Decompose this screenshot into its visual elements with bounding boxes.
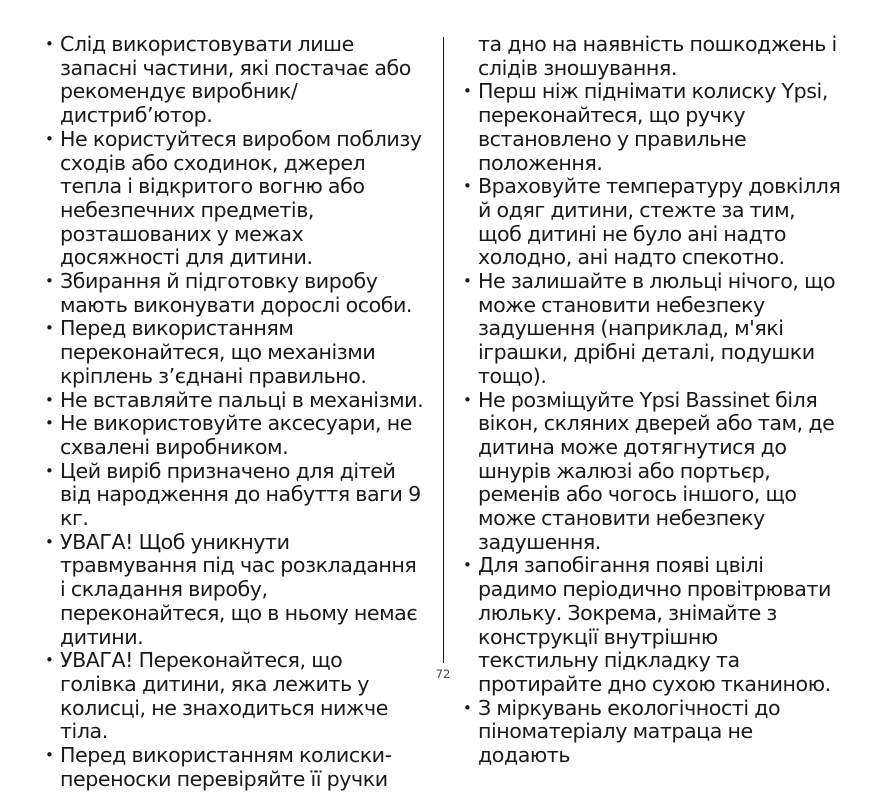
left-column — [44, 33, 424, 792]
list-item-continuation: та дно на наявність пошкоджень і слідів зношування. — [478, 32, 837, 80]
list-item: • Перш ніж піднімати колиску Ypsi, переконайтеся, що ручку встановлено у правильне положення. — [462, 80, 842, 175]
list-item: • Для запобігання появі цвілі радимо періодично провітрювати люльку. Зокрема, знімайте з конструкції внутрішню текстильну підкладку та протирайте дно сухою тканиною. — [462, 554, 842, 696]
right-column — [462, 33, 842, 768]
list-item: • Не користуйтеся виробом поблизу сходів або сходинок, джерел тепла і відкритого вогню або небезпечних предметів, розташованих у межах досяжності для дитини. — [44, 128, 424, 270]
page-number: 72 — [435, 667, 451, 681]
list-item: • Не залишайте в люльці нічого, що може становити небезпеку задушення (наприклад, м'які іграшки, дрібні деталі, подушки тощо). — [462, 270, 842, 389]
list-item: • Не вставляйте пальці в механізми. — [44, 389, 424, 413]
list-item: • З міркувань екологічності до піноматеріалу матраца не додають — [462, 697, 842, 768]
list-item: • Збирання й підготовку виробу мають виконувати дорослі особи. — [44, 270, 424, 317]
list-item: • УВАГА! Переконайтеся, що голівка дитини, яка лежить у колисці, не знаходиться нижче тіла. — [44, 649, 424, 744]
column-divider — [443, 37, 444, 663]
list-item: • Перед використанням переконайтеся, що механізми кріплень з’єднані правильно. — [44, 317, 424, 388]
list-item: • Перед використанням колиски-переноски перевіряйте її ручки — [44, 744, 424, 791]
list-item: • Цей виріб призначено для дітей від народження до набуття ваги 9 кг. — [44, 460, 424, 531]
list-item: • Враховуйте температуру довкілля й одяг дитини, стежте за тим, щоб дитині не було ані надто холодно, ані надто спекотно. — [462, 175, 842, 270]
list-item: • Не використовуйте аксесуари, не схвалені виробником. — [44, 412, 424, 459]
list-item: • УВАГА! Щоб уникнути травмування під час розкладання і складання виробу, переконайтеся, що в ньому немає дитини. — [44, 531, 424, 650]
list-item: • Не розміщуйте Ypsi Bassinet біля вікон, скляних дверей або там, де дитина може дотягнутися до шнурів жалюзі або портьєр, ременів або чогось іншого, що може становити небезпеку задушення. — [462, 389, 842, 555]
list-item: • Слід використовувати лише запасні частини, які постачає або рекомендує виробник/ дистриб’ютор. — [44, 33, 424, 128]
